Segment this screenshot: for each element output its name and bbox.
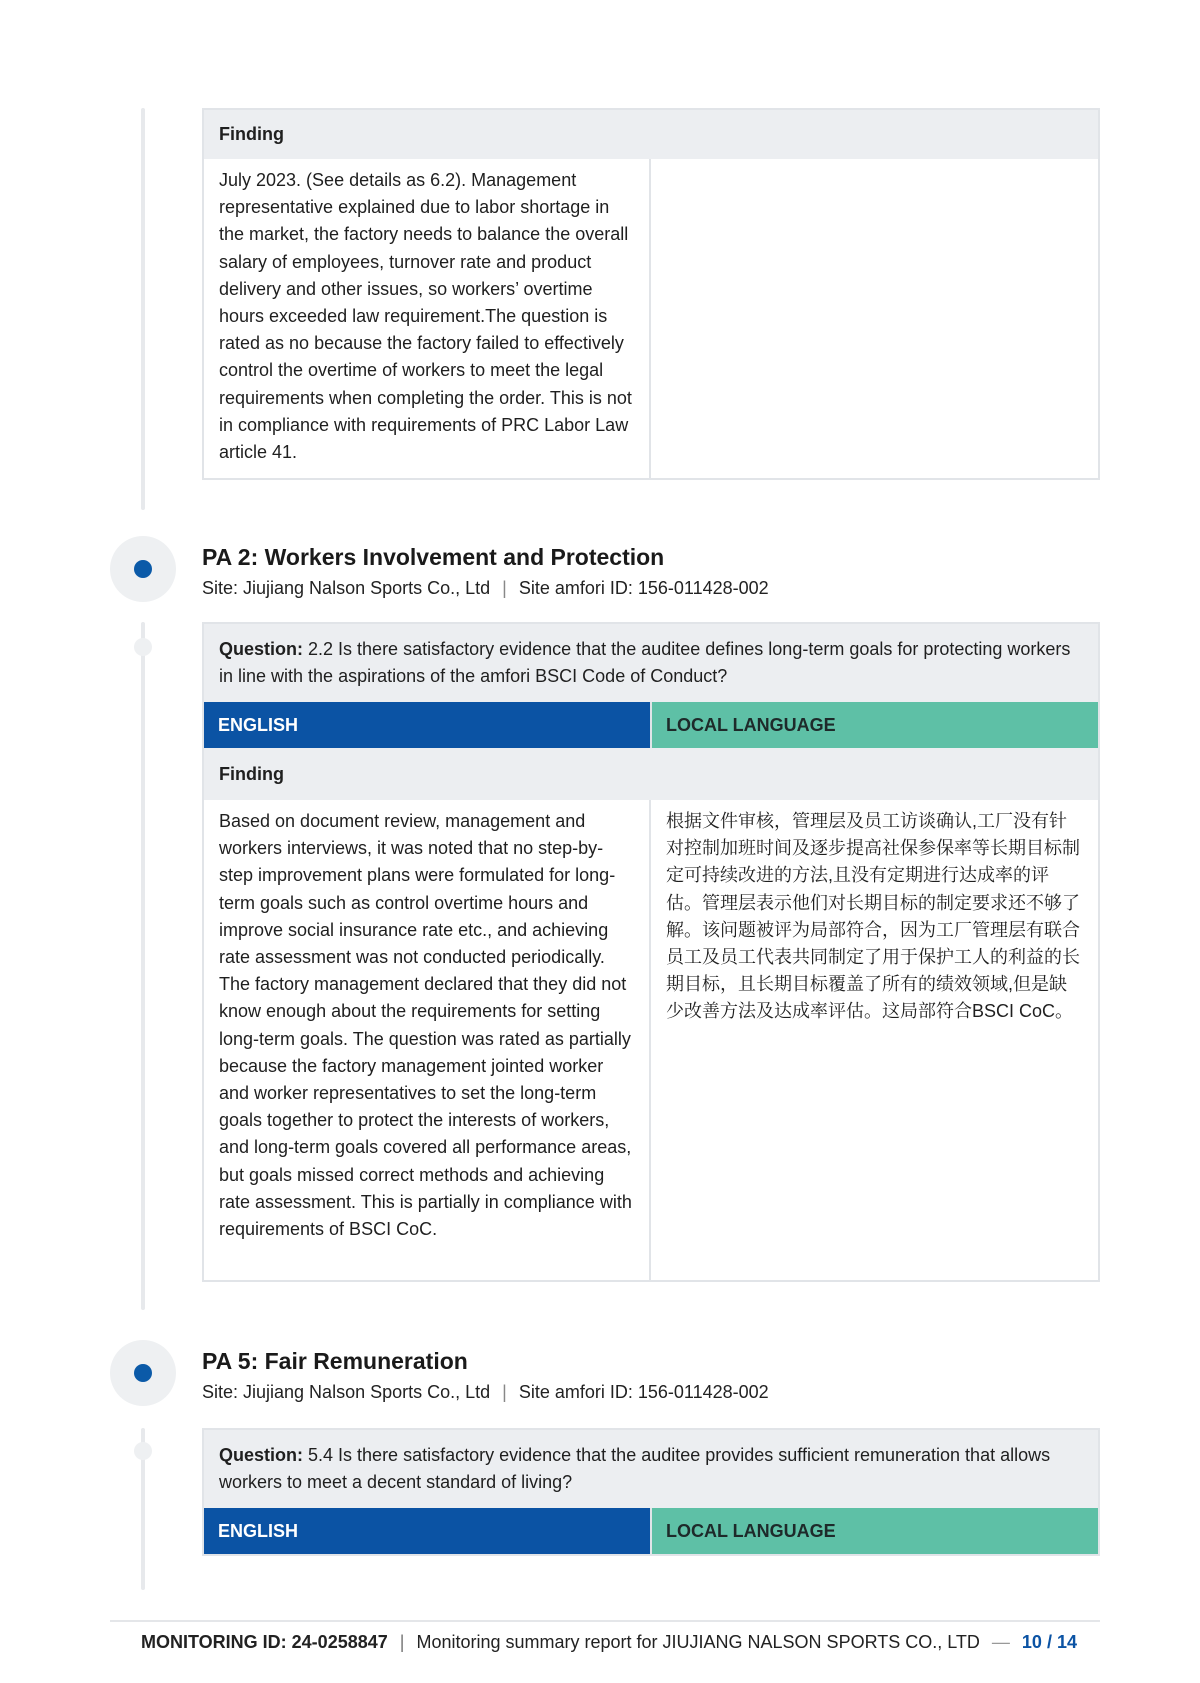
language-header-row [204,1508,1098,1554]
question-table-pa2 [202,622,1100,1282]
finding-label: Finding [219,763,284,784]
question-label: Question: [219,639,303,659]
section-title-pa5: PA 5: Fair Remuneration [202,1348,468,1374]
section-site-pa5 [202,1382,769,1403]
section-site-pa2 [202,578,769,599]
site-separator: | [502,1382,507,1402]
finding-table-continued [202,108,1100,480]
question-text: 2.2 Is there satisfactory evidence that the auditee defines long-term goals for protecting workers in line with the aspirations of the amfori BSCI Code of Conduct? [219,639,1071,686]
footer-separator: | [399,1632,405,1652]
finding-content [204,800,1098,1280]
finding-row [204,110,1098,159]
question-text-block [219,636,1083,690]
site-name: Site: Jiujiang Nalson Sports Co., Ltd [202,1382,491,1402]
timeline-dot [134,1364,152,1382]
timeline-marker-pa5 [110,1340,176,1406]
question-row [204,624,1098,702]
question-row [204,1430,1098,1508]
timeline-step-marker [134,638,152,656]
section-title-pa2: PA 2: Workers Involvement and Protection [202,544,665,570]
site-id: Site amfori ID: 156-011428-002 [518,1382,769,1402]
question-table-pa5 [202,1428,1100,1556]
finding-local-text [651,159,1098,478]
timeline-step-marker [134,1442,152,1460]
page-number: 10 / 14 [1021,1632,1077,1652]
language-header-row [204,702,1098,748]
monitoring-id: MONITORING ID: 24-0258847 [141,1632,388,1652]
timeline-dot [134,560,152,578]
timeline-line-top [141,108,145,510]
site-name: Site: Jiujiang Nalson Sports Co., Ltd [202,578,491,598]
finding-english-text: Based on document review, management and workers interviews, it was noted that no step-by-step improvement plans were formulated for long-term goals such as control overtime hours and improve social insurance rate etc., and achieving rate assessment was not conducted periodically. The factory management declared that they did not know enough about the requirements for setting long-term goals. The question was rated as partially because the factory management jointed worker and worker representatives to set the long-term goals together to protect the interests of workers, and long-term goals covered all performance areas, but goals missed correct methods and achieving rate assessment. This is partially in compliance with requirements of BSCI CoC. [204,800,651,1280]
page-footer [141,1632,1077,1653]
finding-label: Finding [219,124,284,144]
footer-divider [110,1620,1100,1622]
report-title: Monitoring summary report for JIUJIANG NALSON SPORTS CO., LTD [416,1632,980,1652]
question-text: 5.4 Is there satisfactory evidence that the auditee provides sufficient remuneration that allows workers to meet a decent standard of living? [219,1445,1051,1492]
english-header: ENGLISH [204,702,652,748]
question-label: Question: [219,1445,303,1465]
site-separator: | [502,578,507,598]
local-language-header: LOCAL LANGUAGE [652,1508,1098,1554]
timeline-line-pa2 [141,622,145,1310]
finding-english-text: July 2023. (See details as 6.2). Management representative explained due to labor shortage in the market, the factory needs to balance the overall salary of employees, turnover rate and product delivery and other issues, so workers’ overtime hours exceeded law requirement.The question is rated as no because the factory failed to effectively control the overtime of workers to meet the legal requirements when completing the order. This is not in compliance with requirements of PRC Labor Law article 41. [204,159,651,478]
english-header: ENGLISH [204,1508,652,1554]
finding-row [204,748,1098,800]
finding-content [204,159,1098,478]
local-language-header: LOCAL LANGUAGE [652,702,1098,748]
footer-dash: — [991,1632,1010,1652]
question-text-block [219,1442,1083,1496]
site-id: Site amfori ID: 156-011428-002 [518,578,769,598]
timeline-marker-pa2 [110,536,176,602]
finding-local-text: 根据文件审核，管理层及员工访谈确认,工厂没有针对控制加班时间及逐步提高社保参保率等长期目标制定可持续改进的方法,且没有定期进行达成率的评估。管理层表示他们对长期目标的制定要求还不够了解。该问题被评为局部符合，因为工厂管理层有联合员工及员工代表共同制定了用于保护工人的利益的长期目标，且长期目标覆盖了所有的绩效领域,但是缺少改善方法及达成率评估。这局部符合BSCI CoC。 [666,811,1080,1022]
